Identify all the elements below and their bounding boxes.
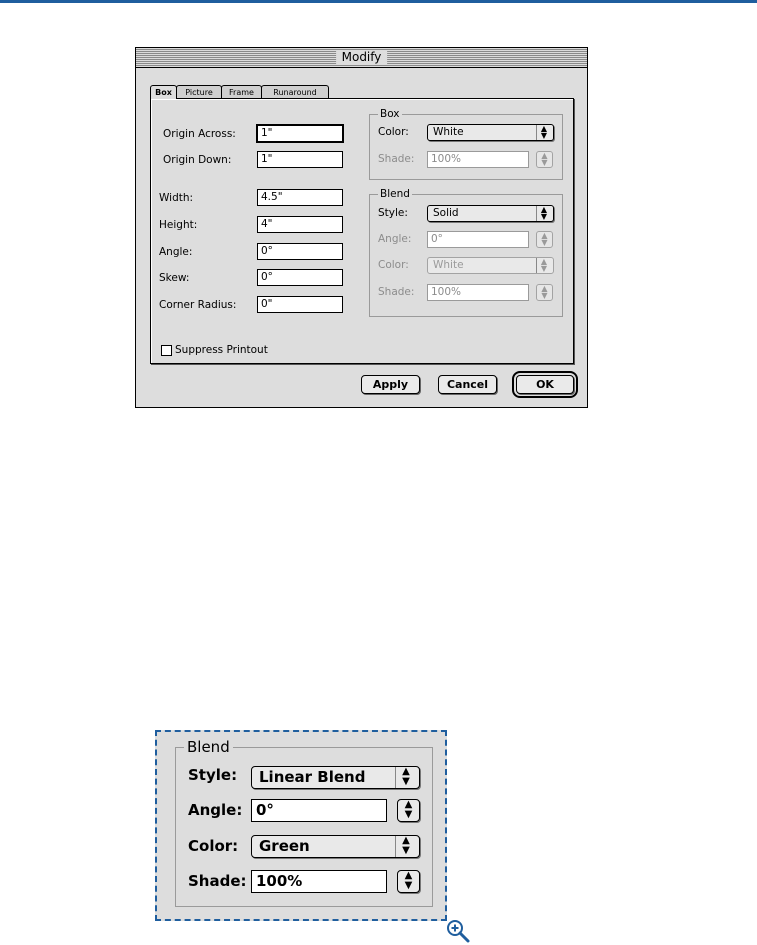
height-field[interactable]: 4" [257,216,343,233]
inset-color-label: Color: [188,837,239,855]
suppress-printout-label[interactable]: Suppress Printout [175,344,268,356]
ok-button[interactable]: OK [516,375,574,394]
blend-angle-stepper-icon[interactable]: ▲ ▼ [536,231,553,248]
tab-frame[interactable]: Frame [221,85,262,98]
blend-zoom-inset [155,730,447,921]
modify-dialog [135,47,588,408]
inset-color-value: Green [259,837,310,855]
blend-group [369,188,563,317]
apply-button[interactable]: Apply [361,375,420,394]
inset-style-value: Linear Blend [259,768,366,786]
origin-across-field[interactable]: 1" [257,125,343,142]
box-color-value: White [433,126,464,138]
origin-across-label: Origin Across: [163,128,236,140]
angle-field[interactable]: 0° [257,243,343,260]
blend-angle-field[interactable]: 0° [427,231,529,248]
up-down-arrows-icon: ▲ ▼ [536,258,551,273]
box-color-popup[interactable] [427,124,554,141]
skew-label: Skew: [159,272,190,284]
origin-down-label: Origin Down: [163,154,232,166]
inset-style-popup[interactable] [251,766,420,789]
blend-color-popup[interactable] [427,257,554,274]
title-bar[interactable] [136,48,587,68]
tab-runaround[interactable]: Runaround [261,85,329,98]
box-shade-stepper-icon[interactable]: ▲ ▼ [536,151,553,168]
box-color-label: Color: [378,126,409,138]
box-shade-label: Shade: [378,153,415,165]
inset-style-label: Style: [188,766,238,784]
blend-group-legend: Blend [380,188,410,200]
box-tab-panel [150,98,574,364]
blend-color-label: Color: [378,259,409,271]
up-down-arrows-icon: ▲ ▼ [395,767,416,788]
inset-color-popup[interactable] [251,835,420,858]
inset-shade-field[interactable]: 100% [251,870,387,893]
blend-angle-label: Angle: [378,233,412,245]
inset-angle-field[interactable]: 0° [251,799,387,822]
up-down-arrows-icon: ▲ ▼ [395,836,416,857]
corner-radius-field[interactable]: 0" [257,296,343,313]
inset-blend-legend: Blend [184,738,233,756]
height-label: Height: [159,219,198,231]
inset-angle-label: Angle: [188,801,243,819]
blend-style-popup[interactable] [427,205,554,222]
up-down-arrows-icon: ▲ ▼ [536,125,551,140]
box-shade-field[interactable]: 100% [427,151,529,168]
angle-label: Angle: [159,246,193,258]
up-down-arrows-icon: ▲ ▼ [536,206,551,221]
corner-radius-label: Corner Radius: [159,299,237,311]
inset-blend-group [175,738,433,907]
cancel-button[interactable]: Cancel [438,375,497,394]
blend-color-value: White [433,259,464,271]
blend-style-label: Style: [378,207,408,219]
width-field[interactable]: 4.5" [257,189,343,206]
blend-style-value: Solid [433,207,459,219]
suppress-printout-checkbox[interactable] [161,345,172,356]
tab-picture[interactable]: Picture [176,85,222,98]
dialog-title: Modify [336,50,388,65]
box-group-legend: Box [380,108,400,120]
inset-shade-label: Shade: [188,872,247,890]
origin-down-field[interactable]: 1" [257,151,343,168]
inset-shade-stepper-icon[interactable]: ▲ ▼ [397,870,420,893]
width-label: Width: [159,192,194,204]
tab-box[interactable]: Box [150,85,177,99]
top-rule [0,0,757,3]
inset-angle-stepper-icon[interactable]: ▲ ▼ [397,799,420,822]
blend-shade-field[interactable]: 100% [427,284,529,301]
skew-field[interactable]: 0° [257,269,343,286]
blend-shade-stepper-icon[interactable]: ▲ ▼ [536,284,553,301]
box-group [369,108,563,180]
blend-shade-label: Shade: [378,286,415,298]
zoom-in-icon[interactable] [445,918,471,944]
